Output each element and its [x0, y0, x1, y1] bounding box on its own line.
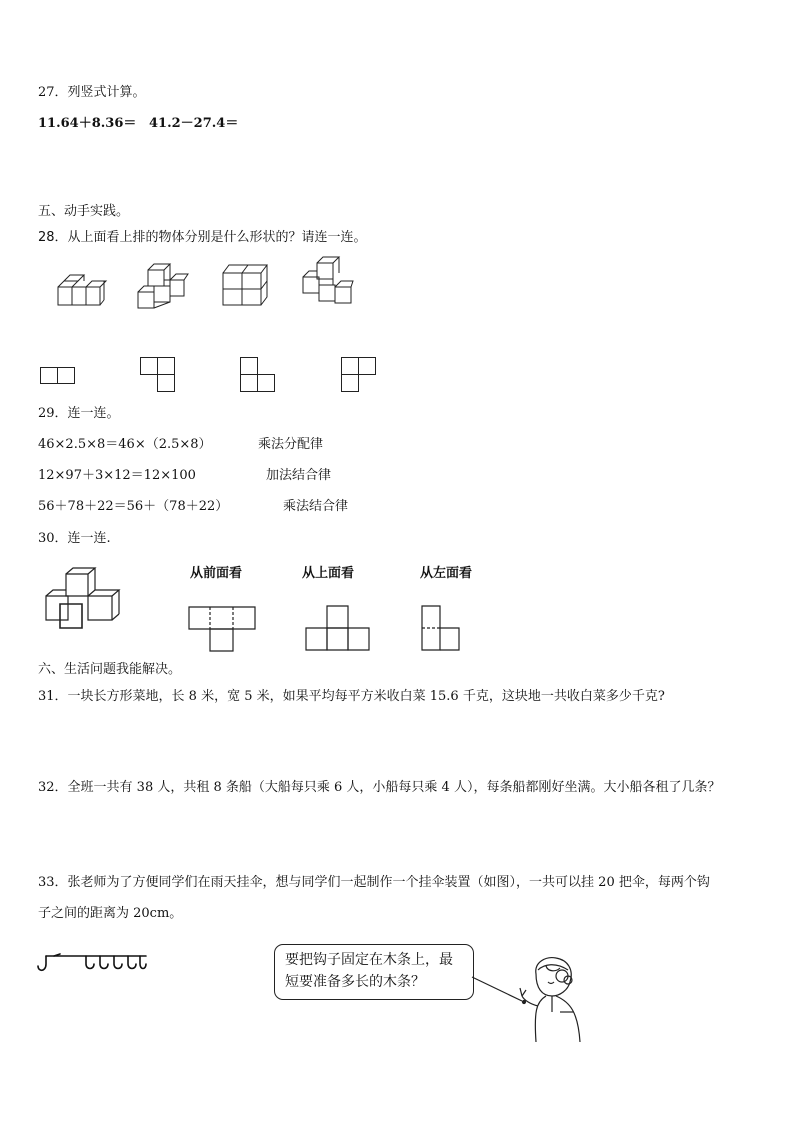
- q28-solid-1: [54, 270, 104, 310]
- q33-line-1: 33．张老师为了方便同学们在雨天挂伞，想与同学们一起制作一个挂伞装置（如图），一共可以挂 20 把伞，每两个钩: [38, 875, 710, 890]
- q27-expression-2: 41.2－27.4＝: [149, 116, 239, 131]
- q30-solid: [44, 566, 122, 632]
- q30-title: 30．连一连.: [38, 531, 111, 546]
- section-5-title: 五、动手实践。: [38, 204, 130, 219]
- q28-view-1: [40, 367, 76, 385]
- q29-left-3: 56＋78＋22＝56＋（78＋22）: [38, 499, 229, 514]
- q29-left-1: 46×2.5×8＝46×（2.5×8）: [38, 437, 212, 452]
- q28-solid-2: [136, 260, 188, 312]
- q30-label-left: 从左面看: [420, 566, 473, 581]
- q29-title: 29．连一连。: [38, 406, 120, 421]
- q29-left-2: 12×97＋3×12＝12×100: [38, 468, 196, 483]
- q27-expression-1: 11.64＋8.36＝: [38, 116, 137, 131]
- q28-view-2: [140, 357, 176, 393]
- q28-title: 28．从上面看上排的物体分别是什么形状的？请连一连。: [38, 230, 367, 245]
- q33-line-2: 子之间的距离为 20cm。: [38, 906, 183, 921]
- q28-solid-3: [221, 261, 269, 309]
- q30-label-front: 从前面看: [190, 566, 243, 581]
- section-6-title: 六、生活问题我能解决。: [38, 662, 182, 677]
- q31-text: 31．一块长方形菜地，长 8 米，宽 5 米，如果平均每平方米收白菜 15.6 千克，这块地一共收白菜多少千克?: [38, 689, 665, 704]
- hook-rail-illustration: [36, 950, 148, 974]
- q28-view-3: [240, 357, 276, 393]
- q28-view-4: [341, 357, 377, 393]
- q30-view-front: [188, 606, 256, 652]
- q30-label-top: 从上面看: [302, 566, 355, 581]
- q29-right-3: 乘法结合律: [283, 499, 349, 514]
- q29-right-2: 加法结合律: [266, 468, 332, 483]
- q28-solid-4: [299, 255, 353, 309]
- speech-bubble: [274, 944, 474, 1000]
- q27-title: 27．列竖式计算。: [38, 85, 146, 100]
- q30-view-top: [305, 605, 371, 651]
- q30-view-left: [421, 605, 461, 651]
- teacher-illustration: [516, 956, 584, 1042]
- q29-right-1: 乘法分配律: [258, 437, 324, 452]
- speech-bubble-text: 要把钩子固定在木条上，最短要准备多长的木条？: [285, 952, 453, 990]
- q32-text: 32．全班一共有 38 人，共租 8 条船（大船每只乘 6 人，小船每只乘 4 人），每条船都刚好坐满。大小船各租了几条？: [38, 780, 721, 795]
